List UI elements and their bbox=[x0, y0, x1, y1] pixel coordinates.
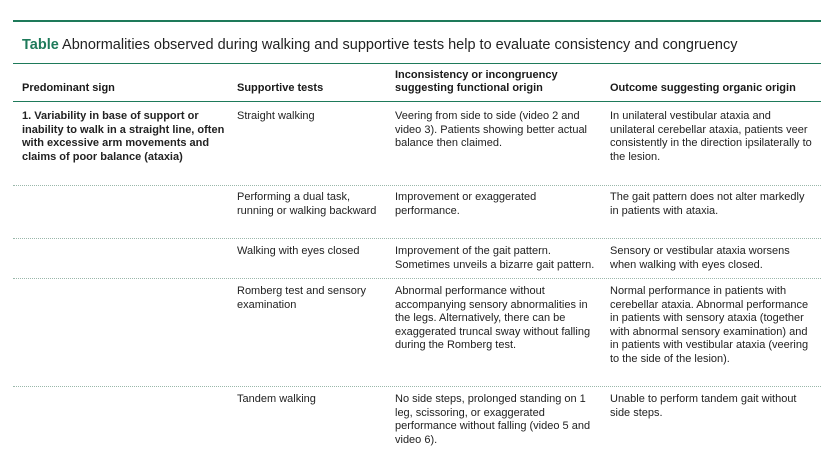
row-1-organic: In unilateral vestibular ataxia and unilateral cerebellar ataxia, patients veer consistently in the direction ipsilaterally to the lesion. bbox=[610, 110, 812, 163]
row-2-functional: Improvement or exaggerated performance. bbox=[395, 191, 537, 217]
row-3-organic: Sensory or vestibular ataxia worsens when walking with eyes closed. bbox=[610, 245, 790, 271]
row-2-test: Performing a dual task, running or walking backward bbox=[237, 191, 377, 217]
row-1-test: Straight walking bbox=[237, 110, 315, 122]
header-predominant-sign: Predominant sign bbox=[22, 82, 115, 94]
row-4-test: Romberg test and sensory examination bbox=[237, 285, 367, 311]
row-5-test: Tandem walking bbox=[237, 393, 316, 405]
table-label: Table bbox=[22, 37, 59, 53]
table-caption bbox=[22, 37, 738, 53]
row-5-organic: Unable to perform tandem gait without side steps. bbox=[610, 393, 797, 419]
row-separator bbox=[13, 185, 821, 186]
row-3-test: Walking with eyes closed bbox=[237, 245, 360, 257]
row-separator bbox=[13, 238, 821, 239]
table-caption-text: Abnormalities observed during walking and supportive tests help to evaluate consistency and congruency bbox=[62, 37, 738, 53]
row-3-functional: Improvement of the gait pattern. Sometimes unveils a bizarre gait pattern. bbox=[395, 245, 595, 271]
row-5-functional: No side steps, prolonged standing on 1 leg, scissoring, or exaggerated performance without falling (video 5 and video 6). bbox=[395, 393, 591, 446]
header-supportive-tests: Supportive tests bbox=[237, 82, 324, 94]
row-2-organic: The gait pattern does not alter markedly in patients with ataxia. bbox=[610, 191, 805, 217]
row-4-organic: Normal performance in patients with cerebellar ataxia. Abnormal performance in patients with sensory ataxia (together with abnormal sensory examination) and in patients with vestibular ataxia (veering to the side of the lesion). bbox=[610, 285, 809, 365]
caption-rule bbox=[13, 63, 821, 64]
row-separator bbox=[13, 278, 821, 279]
row-4-functional: Abnormal performance without accompanying sensory abnormalities in the legs. Alternatively, there can be exaggerated truncal sway without falling during the Romberg test. bbox=[395, 285, 591, 351]
table-top-rule bbox=[13, 20, 821, 22]
predominant-sign-cell: 1. Variability in base of support or inability to walk in a straight line, often with excessive arm movements and claims of poor balance (ataxia) bbox=[22, 110, 225, 163]
header-functional-origin: Inconsistency or incongruency suggesting functional origin bbox=[395, 69, 558, 94]
header-organic-origin: Outcome suggesting organic origin bbox=[610, 82, 796, 94]
row-separator bbox=[13, 386, 821, 387]
row-1-functional: Veering from side to side (video 2 and video 3). Patients showing better actual balance then claimed. bbox=[395, 110, 588, 149]
header-rule bbox=[13, 101, 821, 102]
